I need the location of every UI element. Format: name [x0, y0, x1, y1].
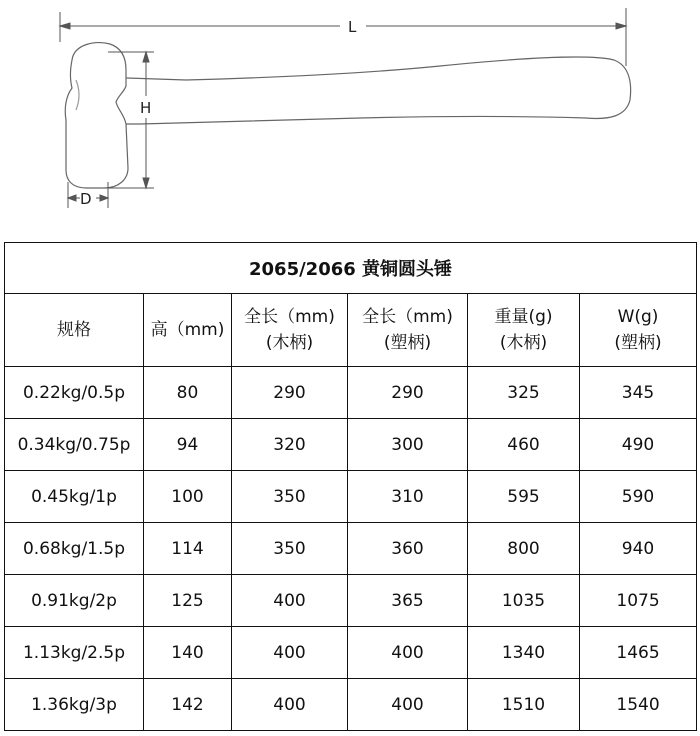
cell-length-wood: 400	[232, 679, 348, 731]
cell-length-plastic: 290	[348, 367, 468, 419]
cell-length-plastic: 360	[348, 523, 468, 575]
table-row	[5, 523, 697, 575]
cell-spec: 0.22kg/0.5p	[5, 367, 144, 419]
cell-spec: 0.45kg/1p	[5, 471, 144, 523]
header-length-wood: 全长（mm) (木柄)	[232, 294, 348, 367]
cell-spec: 1.13kg/2.5p	[5, 627, 144, 679]
cell-weight-plastic: 1465	[580, 627, 697, 679]
cell-height: 142	[144, 679, 232, 731]
cell-length-wood: 400	[232, 627, 348, 679]
cell-height: 114	[144, 523, 232, 575]
cell-spec: 0.91kg/2p	[5, 575, 144, 627]
cell-spec: 0.34kg/0.75p	[5, 419, 144, 471]
cell-height: 125	[144, 575, 232, 627]
table-row	[5, 471, 697, 523]
table-row	[5, 627, 697, 679]
cell-spec: 1.36kg/3p	[5, 679, 144, 731]
cell-weight-plastic: 940	[580, 523, 697, 575]
hammer-drawing-svg	[0, 0, 700, 242]
cell-weight-plastic: 490	[580, 419, 697, 471]
table-row	[5, 419, 697, 471]
header-length-plastic: 全长（mm) (塑柄)	[348, 294, 468, 367]
diameter-label: D	[80, 190, 92, 208]
cell-weight-wood: 1035	[468, 575, 580, 627]
header-height: 高（mm)	[144, 294, 232, 367]
cell-height: 140	[144, 627, 232, 679]
cell-weight-plastic: 1540	[580, 679, 697, 731]
cell-height: 100	[144, 471, 232, 523]
cell-length-wood: 400	[232, 575, 348, 627]
cell-length-wood: 350	[232, 471, 348, 523]
height-label: H	[140, 99, 152, 117]
cell-weight-wood: 1510	[468, 679, 580, 731]
hammer-dimension-drawing	[0, 0, 700, 242]
cell-length-plastic: 365	[348, 575, 468, 627]
length-label: L	[348, 18, 357, 36]
header-row	[5, 294, 697, 367]
cell-weight-plastic: 590	[580, 471, 697, 523]
cell-height: 80	[144, 367, 232, 419]
cell-weight-wood: 1340	[468, 627, 580, 679]
cell-length-wood: 350	[232, 523, 348, 575]
cell-length-wood: 320	[232, 419, 348, 471]
cell-height: 94	[144, 419, 232, 471]
spec-table	[4, 242, 697, 731]
cell-spec: 0.68kg/1.5p	[5, 523, 144, 575]
cell-weight-plastic: 345	[580, 367, 697, 419]
table-row	[5, 575, 697, 627]
cell-length-plastic: 400	[348, 679, 468, 731]
header-weight-wood: 重量(g) (木柄)	[468, 294, 580, 367]
header-spec: 规格	[5, 294, 144, 367]
table-title: 2065/2066 黄铜圆头锤	[5, 243, 697, 294]
table-row	[5, 367, 697, 419]
cell-weight-plastic: 1075	[580, 575, 697, 627]
cell-length-plastic: 400	[348, 627, 468, 679]
cell-length-wood: 290	[232, 367, 348, 419]
height-dimension	[108, 52, 154, 188]
table-row	[5, 679, 697, 731]
cell-weight-wood: 800	[468, 523, 580, 575]
cell-length-plastic: 310	[348, 471, 468, 523]
cell-weight-wood: 595	[468, 471, 580, 523]
cell-weight-wood: 460	[468, 419, 580, 471]
header-weight-plastic: W(g) (塑柄)	[580, 294, 697, 367]
cell-weight-wood: 325	[468, 367, 580, 419]
cell-length-plastic: 300	[348, 419, 468, 471]
